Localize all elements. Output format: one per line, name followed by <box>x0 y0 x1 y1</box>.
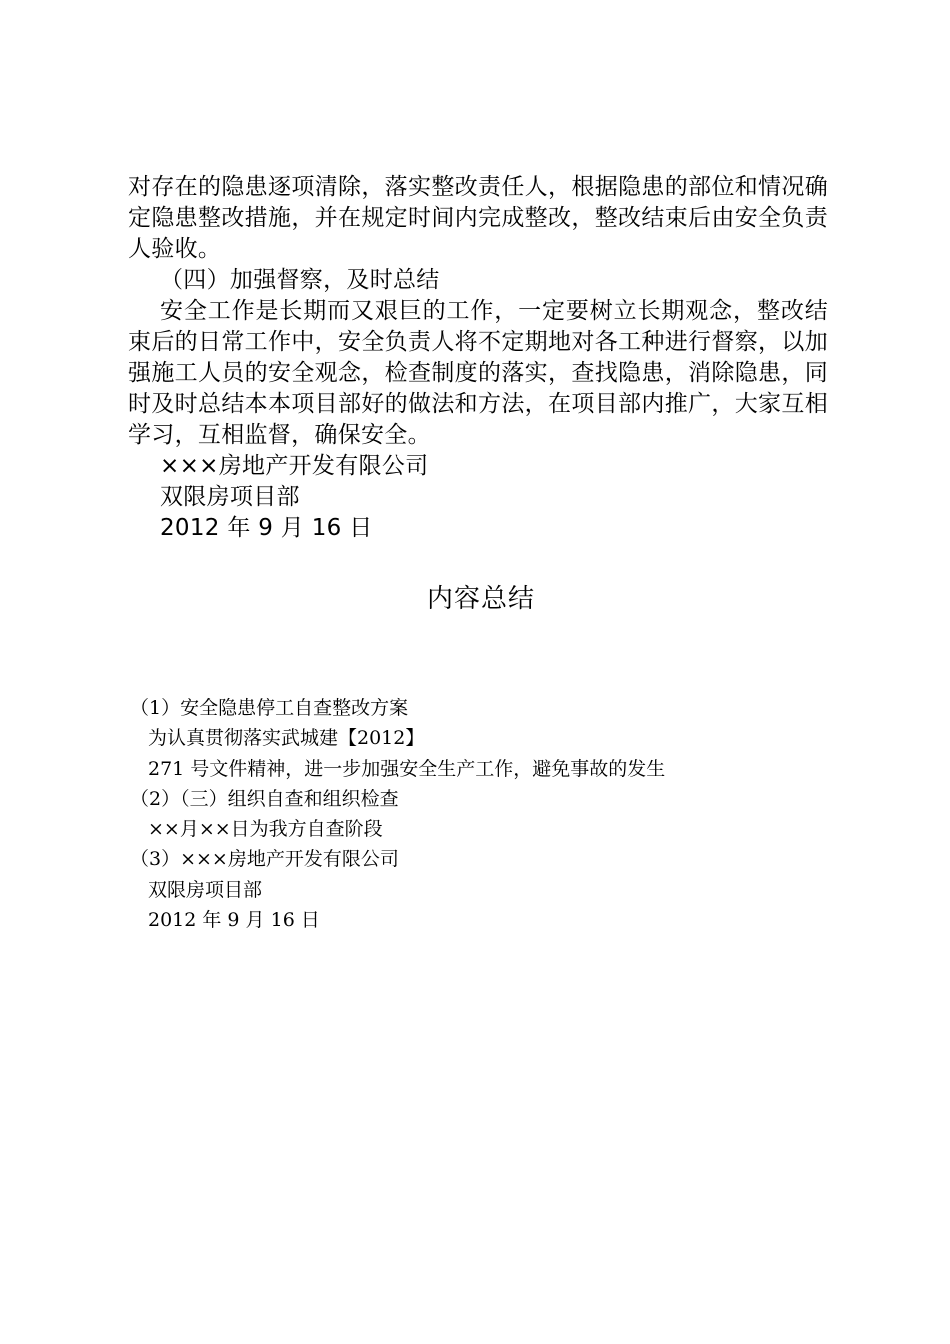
summary-line: 271 号文件精神，进一步加强安全生产工作，避免事故的发生 <box>148 757 666 780</box>
signature-department: 双限房项目部 <box>160 484 300 510</box>
summary-line: 为认真贯彻落实武城建【2012】 <box>148 727 425 750</box>
summary-line: 双限房项目部 <box>148 878 263 901</box>
summary-line: （3）×××房地产开发有限公司 <box>130 848 399 871</box>
document-body <box>128 172 828 544</box>
summary-line: （1）安全隐患停工自查整改方案 <box>130 697 409 719</box>
summary-line: 2012 年 9 月 16 日 <box>148 909 320 932</box>
signature-company: ×××房地产开发有限公司 <box>160 453 429 479</box>
paragraph-supervision: 安全工作是长期而又艰巨的工作，一定要树立长期观念，整改结束后的日常工作中，安全负责人将不定期地对各工种进行督察，以加强施工人员的安全观念，检查制度的落实，查找隐患，消除隐患，同时及时总结本本项目部好的做法和方法，在项目部内推广，大家互相学习，互相监督，确保安全。 <box>128 298 828 448</box>
summary-list <box>130 693 830 935</box>
summary-line: ××月××日为我方自查阶段 <box>148 818 383 841</box>
signature-date: 2012 年 9 月 16 日 <box>160 515 373 541</box>
summary-line: （2）（三）组织自查和组织检查 <box>130 787 399 810</box>
summary-title: 内容总结 <box>426 584 535 614</box>
section-heading-supervision: （四）加强督察，及时总结 <box>160 267 440 293</box>
paragraph-rectification: 对存在的隐患逐项清除，落实整改责任人，根据隐患的部位和情况确定隐患整改措施，并在规定时间内完成整改，整改结束后由安全负责人验收。 <box>128 174 828 262</box>
